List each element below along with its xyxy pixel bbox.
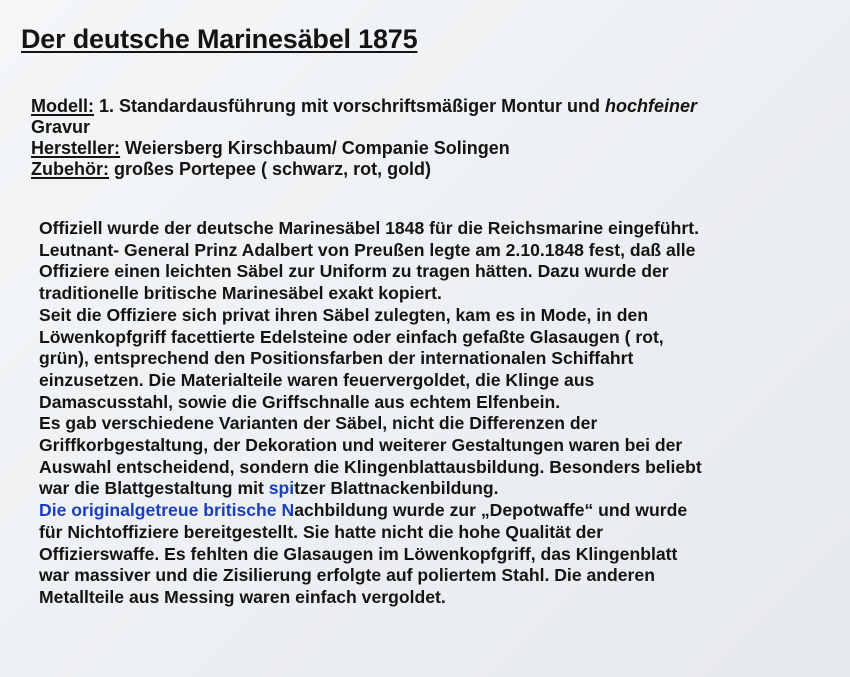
body-text [39, 218, 829, 609]
body-line: traditionelle britische Marinesäbel exakt kopiert. [39, 283, 442, 304]
body-line-14 [39, 500, 829, 522]
body-line: Offiziere einen leichten Säbel zur Uniform zu tragen hätten. Dazu wurde der [39, 261, 669, 282]
document-title: Der deutsche Marinesäbel 1875 [21, 24, 418, 54]
meta-maker-key: Hersteller: [31, 138, 121, 158]
meta-accessory-row [31, 159, 831, 180]
meta-accessory-value: großes Portepee ( schwarz, rot, gold) [109, 159, 432, 179]
meta-model-value-b: hochfeiner [605, 96, 698, 116]
meta-model-key: Modell: [31, 96, 94, 116]
body-line: Es gab verschiedene Varianten der Säbel, nicht die Differenzen der [39, 413, 598, 434]
body-line: Offiziell wurde der deutsche Marinesäbel 1848 für die Reichsmarine eingeführt. [39, 218, 699, 238]
body-line: grün), entsprechend den Positionsfarben der internationalen Schiffahrt [39, 348, 634, 369]
body-line-14-a: Die originalgetreue britische [39, 500, 282, 521]
body-line: Leutnant- General Prinz Adalbert von Preußen legte am 2.10.1848 fest, daß alle [39, 239, 696, 260]
body-line-14-blue: N [281, 500, 295, 521]
body-line-13 [39, 478, 829, 500]
body-line-13-a: war die Blattgestaltung mit [39, 478, 269, 499]
body-line-13-c: tzer Blattnackenbildung. [294, 478, 499, 499]
body-line: Seit die Offiziere sich privat ihren Säbel zulegten, kam es in Mode, in den [39, 304, 649, 325]
body-line: Auswahl entscheidend, sondern die Klingenblattausbildung. Besonders beliebt [39, 456, 702, 477]
meta-maker-value: Weiersberg Kirschbaum/ Companie Solingen [120, 138, 510, 158]
body-line-13-blue: spi [268, 478, 295, 499]
meta-model-value-a: 1. Standardausführung mit vorschriftsmäßiger Montur und [94, 96, 606, 116]
body-line: Griffkorbgestaltung, der Dekoration und weiterer Gestaltungen waren bei der [39, 435, 683, 456]
body-line: Metallteile aus Messing waren einfach vergoldet. [39, 586, 446, 607]
body-line-14-c: achbildung wurde zur „Depotwaffe“ und wurde [294, 500, 688, 521]
body-line: einzusetzen. Die Materialteile waren feuervergoldet, die Klinge aus [39, 369, 595, 390]
meta-block [31, 96, 831, 180]
meta-maker-row [31, 138, 831, 159]
meta-accessory-key: Zubehör: [31, 159, 109, 179]
body-line: Damascusstahl, sowie die Griffschnalle aus echtem Elfenbein. [39, 391, 561, 412]
body-line: Löwenkopfgriff facettierte Edelsteine oder einfach gefaßte Glasaugen ( rot, [39, 326, 664, 347]
meta-model-value-c: Gravur [31, 117, 91, 137]
meta-model-row [31, 96, 831, 138]
body-line: für Nichtoffiziere bereitgestellt. Sie hatte nicht die hohe Qualität der [39, 521, 604, 542]
body-line: war massiver und die Zisilierung erfolgte auf poliertem Stahl. Die anderen [39, 565, 655, 586]
body-line: Offizierswaffe. Es fehlten die Glasaugen im Löwenkopfgriff, das Klingenblatt [39, 543, 678, 564]
